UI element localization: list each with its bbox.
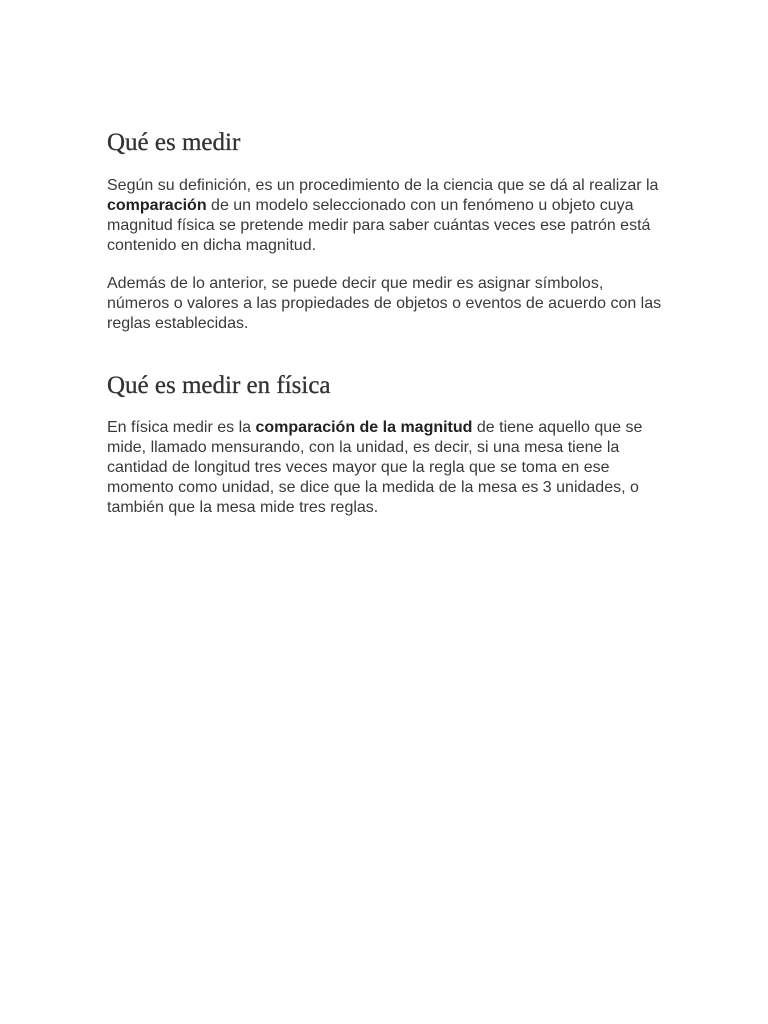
paragraph-asignar-simbolos: Además de lo anterior, se puede decir que medir es asignar símbolos, números o valores a las propiedades de objetos o eventos de acuerdo con las reglas establecidas. [107,275,662,332]
paragraph-text-before: Según su definición, es un procedimiento de la ciencia que se dá al realizar la [107,177,659,194]
section-heading-que-es-medir-en-fisica: Qué es medir en física [107,372,331,399]
bold-term-comparacion-magnitud: comparación de la magnitud [255,419,473,436]
section-heading-que-es-medir: Qué es medir [107,129,241,156]
paragraph-text-after: de tiene aquello que se mide, llamado mensurando, con la unidad, es decir, si una mesa tiene la cantidad de longitud tres veces mayor que la regla que se toma en ese momento como unidad, se dice que la medida de la mesa es 3 unidades, o también que la mesa mide tres reglas. [107,419,643,516]
paragraph-medir-en-fisica [107,418,667,518]
bold-term-comparacion: comparación [107,197,207,214]
paragraph-text-before: En física medir es la [107,419,256,436]
paragraph-text-after: de un modelo seleccionado con un fenómeno u objeto cuya magnitud física se pretende medir para saber cuántas veces ese patrón está contenido en dicha magnitud. [107,197,651,254]
paragraph-definicion [107,176,667,256]
